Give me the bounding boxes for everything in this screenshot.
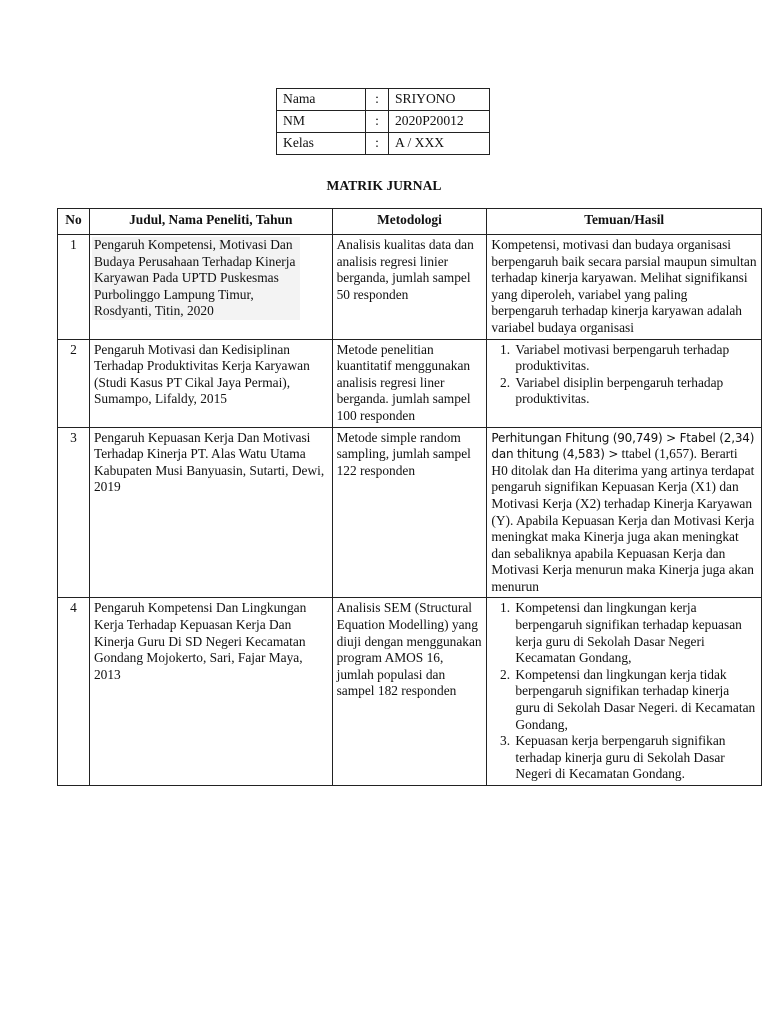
row-metodologi: Analisis kualitas data dan analisis regresi linier berganda, jumlah sampel 50 responden <box>332 235 487 340</box>
info-row-nama <box>277 89 490 111</box>
table-row <box>58 339 762 427</box>
row-temuan <box>487 427 762 598</box>
row-number: 2 <box>58 339 90 427</box>
row-metodologi: Metode simple random sampling, jumlah sampel 122 responden <box>332 427 487 598</box>
info-label: NM <box>277 111 366 133</box>
temuan-text: ttabel (1,657). Berarti H0 ditolak dan Ha diterima yang artinya terdapat pengaruh signifikan Kepuasan Kerja (X1) dan Motivasi Kerja (X2) terhadap Kinerja Karyawan (Y). Apabila Kepuasan Kerja dan Motivasi Kerja meningkat maka Kinerja juga akan meningkat dan sebaliknya apabila Kepuasan Kerja dan Motivasi Kerja menurun maka Kinerja juga akan menurun <box>491 446 755 594</box>
row-metodologi: Metode penelitian kuantitatif menggunakan analisis regresi liner berganda. jumlah sampel 100 responden <box>332 339 487 427</box>
row-temuan: Kompetensi, motivasi dan budaya organisasi berpengaruh baik secara parsial maupun simultan terhadap kinerja karyawan. Melihat signifikansi yang diperoleh, variabel yang paling berpengaruh terhadap kinerja karyawan adalah variabel budaya organisasi <box>487 235 762 340</box>
list-item: 3. Kepuasan kerja berpengaruh signifikan terhadap kinerja guru di Sekolah Dasar Negeri di Kecamatan Gondang. <box>513 733 757 783</box>
list-item: 1. Variabel motivasi berpengaruh terhadap produktivitas. <box>513 342 757 375</box>
header-judul: Judul, Nama Peneliti, Tahun <box>89 209 332 235</box>
list-item: 2. Kompetensi dan lingkungan kerja tidak berpengaruh signifikan terhadap kinerja guru di Sekolah Dasar Negeri. di Kecamatan Gondang, <box>513 667 757 733</box>
info-label: Kelas <box>277 133 366 155</box>
student-info-table <box>276 88 490 155</box>
page-title: MATRIK JURNAL <box>326 178 442 193</box>
row-metodologi: Analisis SEM (Structural Equation Modelling) yang diuji dengan menggunakan program AMOS 16, jumlah populasi dan sampel 182 responden <box>332 598 487 786</box>
row-judul <box>89 235 332 340</box>
row-temuan <box>487 339 762 427</box>
list-item: 2. Variabel disiplin berpengaruh terhadap produktivitas. <box>513 375 757 408</box>
row-number: 3 <box>58 427 90 598</box>
temuan-list <box>491 600 757 783</box>
table-header-row <box>58 209 762 235</box>
journal-matrix-table <box>57 208 762 786</box>
temuan-list <box>491 342 757 408</box>
info-separator: : <box>366 89 389 111</box>
table-row <box>58 235 762 340</box>
table-row <box>58 598 762 786</box>
row-judul: Pengaruh Kompetensi Dan Lingkungan Kerja Terhadap Kepuasan Kerja Dan Kinerja Guru Di SD Negeri Kecamatan Gondang Mojokerto, Sari, Fajar Maya, 2013 <box>89 598 332 786</box>
table-row <box>58 427 762 598</box>
info-separator: : <box>366 111 389 133</box>
info-value: SRIYONO <box>389 89 490 111</box>
info-value: A / XXX <box>389 133 490 155</box>
row-judul: Pengaruh Kepuasan Kerja Dan Motivasi Terhadap Kinerja PT. Alas Watu Utama Kabupaten Musi Banyuasin, Sutarti, Dewi, 2019 <box>89 427 332 598</box>
info-row-nm <box>277 111 490 133</box>
row-number: 1 <box>58 235 90 340</box>
row-number: 4 <box>58 598 90 786</box>
row-temuan <box>487 598 762 786</box>
info-row-kelas <box>277 133 490 155</box>
row-judul: Pengaruh Motivasi dan Kedisiplinan Terhadap Produktivitas Kerja Karyawan (Studi Kasus PT Cikal Jaya Permai), Sumampo, Lifaldy, 2015 <box>89 339 332 427</box>
row-judul-text: Pengaruh Kompetensi, Motivasi Dan Budaya Perusahaan Terhadap Kinerja Karyawan Pada UPTD Puskesmas Purbolinggo Lampung Timur, Rosdyanti, Titin, 2020 <box>92 237 300 320</box>
header-metodologi: Metodologi <box>332 209 487 235</box>
list-item: 1. Kompetensi dan lingkungan kerja berpengaruh signifikan terhadap kepuasan kerja guru di Sekolah Dasar Negeri Kecamatan Gondang, <box>513 600 757 666</box>
temuan-formula: Perhitungan Fhitung (90,749) > Ftabel (2,34) dan thitung (4,583) > <box>491 430 755 462</box>
info-separator: : <box>366 133 389 155</box>
info-value: 2020P20012 <box>389 111 490 133</box>
header-no: No <box>58 209 90 235</box>
header-temuan: Temuan/Hasil <box>487 209 762 235</box>
info-label: Nama <box>277 89 366 111</box>
